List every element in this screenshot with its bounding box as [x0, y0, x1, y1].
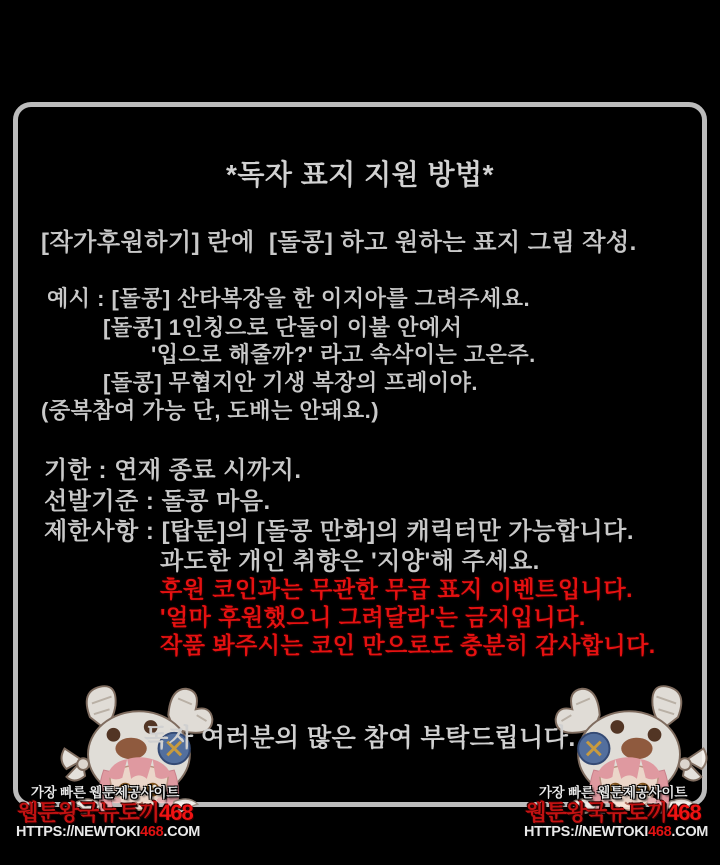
- notice-intro-line: [작가후원하기] 란에 [돌콩] 하고 원하는 표지 그림 작성.: [41, 229, 637, 256]
- rule-restriction-1: 제한사항 : [탑툰]의 [돌콩 만화]의 캐릭터만 가능합니다.: [44, 518, 634, 545]
- watermark-url-number: 468: [140, 824, 164, 841]
- example-line-2: [돌콩] 1인칭으로 단둘이 이불 안에서: [103, 315, 463, 340]
- rule-criteria: 선발기준 : 돌콩 마음.: [44, 488, 271, 515]
- watermark-url: [524, 824, 709, 841]
- watermark-site-name: [16, 801, 194, 824]
- watermark-site-name: [524, 801, 702, 824]
- site-watermark-right: [524, 785, 709, 841]
- warning-line-3: 작품 봐주시는 코인 만으로도 충분히 감사합니다.: [160, 632, 656, 658]
- watermark-site-text: 웹툰왕국뉴토끼: [17, 800, 160, 826]
- warning-line-1: 후원 코인과는 무관한 무급 표지 이벤트입니다.: [160, 576, 633, 602]
- watermark-url-suffix: .COM: [671, 824, 709, 841]
- site-watermark-left: [16, 785, 201, 841]
- watermark-url-suffix: .COM: [163, 824, 201, 841]
- example-line-4: [돌콩] 무협지안 기생 복장의 프레이야.: [103, 370, 478, 395]
- watermark-tagline: 가장 빠른 웹툰제공사이트: [30, 785, 180, 800]
- rule-restriction-2: 과도한 개인 취향은 '지양'해 주세요.: [160, 548, 540, 575]
- closing-message: 독자 여러분의 많은 참여 부탁드립니다.: [144, 724, 576, 752]
- notice-title: *독자 표지 지원 방법*: [225, 159, 495, 190]
- watermark-tagline: 가장 빠른 웹툰제공사이트: [538, 785, 688, 800]
- example-line-3: '입으로 해줄까?' 라고 속삭이는 고은주.: [151, 342, 536, 367]
- watermark-site-number: 468: [667, 800, 701, 826]
- watermark-url-number: 468: [648, 824, 672, 841]
- watermark-site-number: 468: [159, 800, 193, 826]
- example-line-1: 예시 : [돌콩] 산타복장을 한 이지아를 그려주세요.: [47, 286, 531, 311]
- watermark-url-prefix: HTTPS://NEWTOKI: [524, 824, 649, 841]
- rule-deadline: 기한 : 연재 종료 시까지.: [44, 457, 302, 484]
- watermark-site-text: 웹툰왕국뉴토끼: [525, 800, 668, 826]
- watermark-url: [16, 824, 201, 841]
- warning-line-2: '얼마 후원했으니 그려달라'는 금지입니다.: [160, 604, 586, 630]
- example-note: (중복참여 가능 단, 도배는 안돼요.): [41, 398, 380, 423]
- watermark-url-prefix: HTTPS://NEWTOKI: [16, 824, 141, 841]
